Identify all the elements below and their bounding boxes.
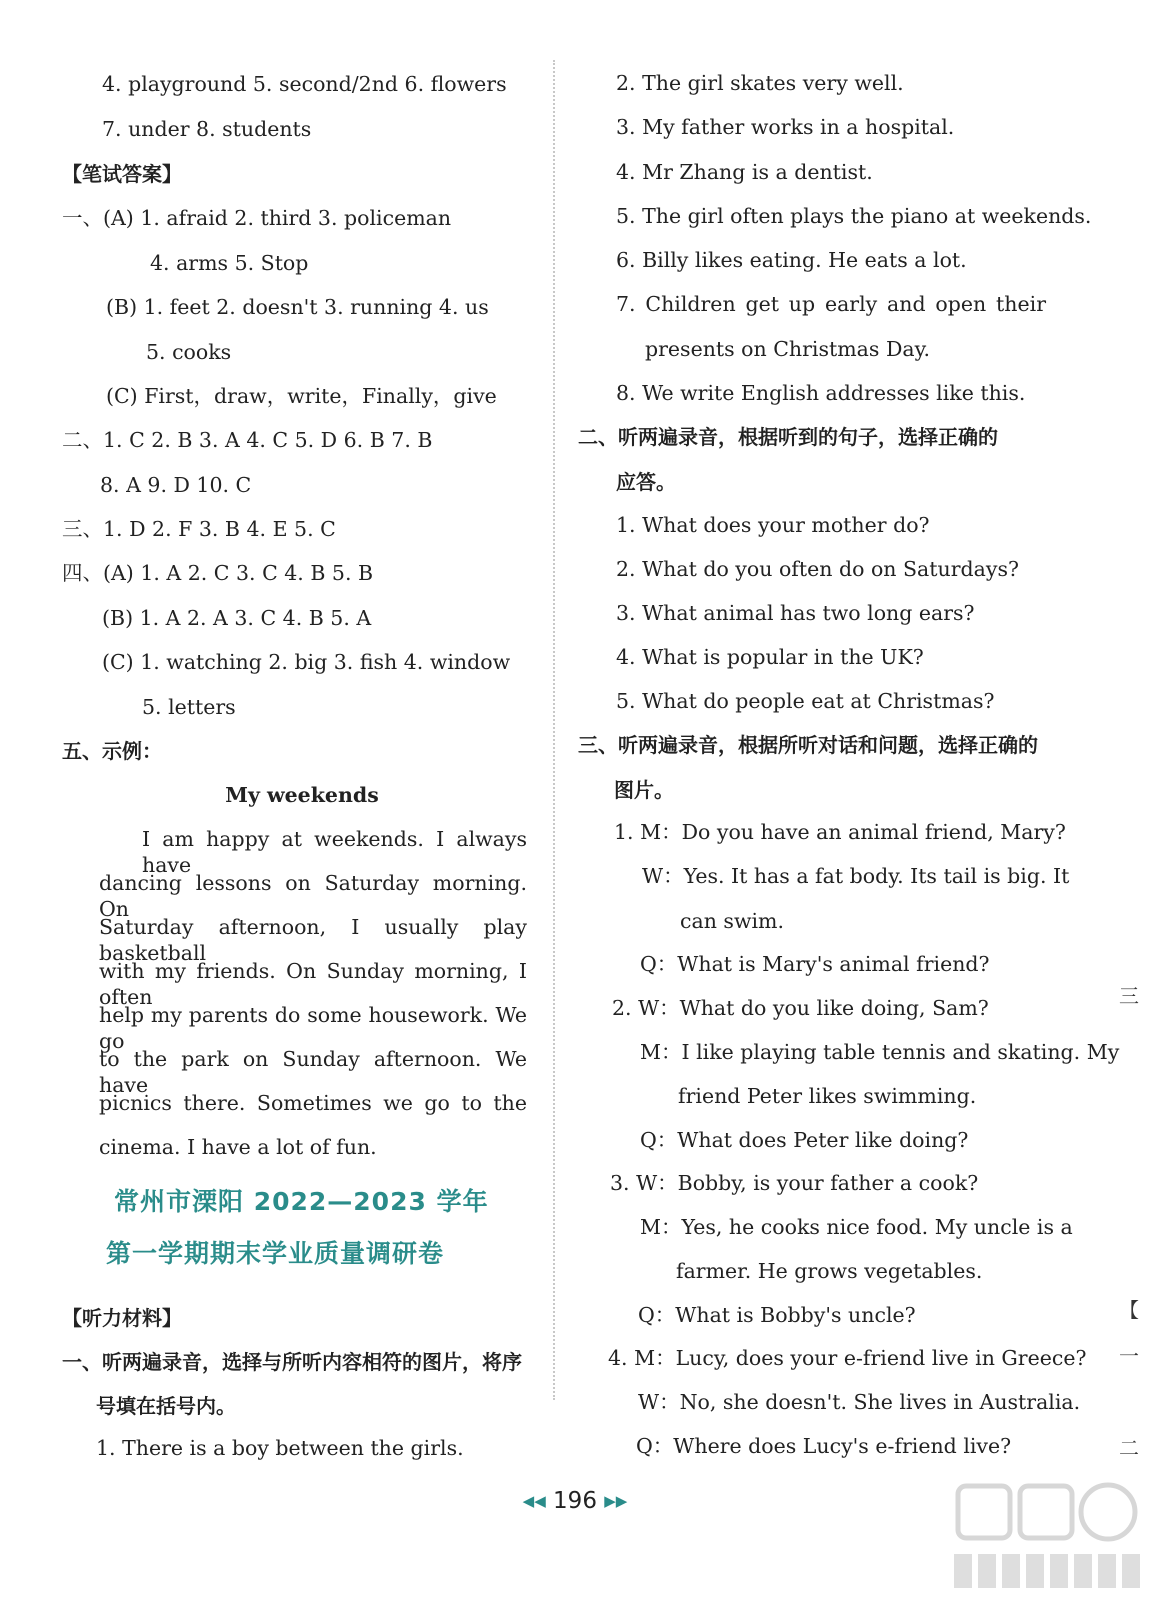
edge-glyph: 三 (1119, 984, 1139, 1008)
listening-line: 1. What does your mother do? (616, 513, 930, 537)
double-right-arrow-icon: ▶▶ (604, 1492, 628, 1510)
instruction-line: 应答。 (616, 470, 676, 494)
listening-line: 3. My father works in a hospital. (616, 115, 955, 139)
listening-line: 4. Mr Zhang is a dentist. (616, 160, 873, 184)
edge-glyph: 二 (1119, 1436, 1139, 1460)
exam-title-line-2: 第一学期期末学业质量调研卷 (106, 1239, 445, 1268)
dialogue-line: Q：What does Peter like doing? (640, 1128, 969, 1152)
answer-line: 4. playground 5. second/2nd 6. flowers (102, 72, 507, 96)
dialogue-line: M：Yes, he cooks nice food. My uncle is a (640, 1215, 1073, 1239)
dialogue-line: friend Peter likes swimming. (678, 1084, 977, 1108)
answer-line: 5. cooks (146, 340, 232, 364)
dialogue-line: 2. W：What do you like doing, Sam? (612, 996, 989, 1020)
answer-line: 8. A 9. D 10. C (100, 473, 252, 497)
answer-line: 二、1. C 2. B 3. A 4. C 5. D 6. B 7. B (62, 428, 433, 452)
edge-glyph: 一 (1119, 1344, 1139, 1368)
dialogue-line: W：Yes. It has a fat body. Its tail is big. It (642, 864, 1070, 888)
answer-line: (C) 1. watching 2. big 3. fish 4. window (102, 650, 511, 674)
answer-line: 4. arms 5. Stop (150, 251, 309, 275)
dialogue-line: Q：What is Mary's animal friend? (640, 952, 990, 976)
page-number: 196 (553, 1488, 597, 1514)
edge-glyph: 【 (1119, 1298, 1139, 1322)
listening-line: 7. Children get up early and open their (616, 292, 1046, 316)
column-divider (553, 60, 555, 1400)
dialogue-line: can swim. (680, 909, 785, 933)
listening-line: 8. We write English addresses like this. (616, 381, 1026, 405)
listening-line: 1. There is a boy between the girls. (96, 1436, 464, 1460)
double-left-arrow-icon: ◀◀ (522, 1492, 546, 1510)
instruction-line: 二、听两遍录音，根据听到的句子，选择正确的 (578, 425, 998, 449)
dialogue-line: 4. M：Lucy, does your e-friend live in Greece? (608, 1346, 1087, 1370)
instruction-line: 三、听两遍录音，根据所听对话和问题，选择正确的 (578, 733, 1038, 757)
listening-line: presents on Christmas Day. (645, 337, 930, 361)
answer-line: (B) 1. feet 2. doesn't 3. running 4. us (106, 295, 489, 319)
watermark-logo-icon (950, 1478, 1145, 1596)
instruction-line: 号填在括号内。 (96, 1394, 236, 1418)
answer-line: (B) 1. A 2. A 3. C 4. B 5. A (102, 606, 372, 630)
essay-line: Saturday afternoon, I usually play basketball (99, 915, 527, 965)
answer-line: 三、1. D 2. F 3. B 4. E 5. C (62, 517, 336, 541)
answer-line: 7. under 8. students (102, 117, 312, 141)
listening-line: 2. The girl skates very well. (616, 71, 904, 95)
example-label: 五、示例： (62, 739, 162, 763)
essay-line: picnics there. Sometimes we go to the (99, 1091, 527, 1115)
dialogue-line: 3. W：Bobby, is your father a cook? (610, 1171, 979, 1195)
answer-line: 四、(A) 1. A 2. C 3. C 4. B 5. B (62, 561, 374, 585)
dialogue-line: 1. M：Do you have an animal friend, Mary? (614, 820, 1066, 844)
essay-line: help my parents do some housework. We go (99, 1003, 527, 1053)
essay-line: to the park on Sunday afternoon. We have (99, 1047, 527, 1097)
essay-line: dancing lessons on Saturday morning. On (99, 871, 527, 921)
dialogue-line: Q：What is Bobby's uncle? (638, 1303, 916, 1327)
essay-line: with my friends. On Sunday morning, I often (99, 959, 527, 1009)
answer-line: (C) First，draw，write，Finally，give (106, 384, 497, 408)
dialogue-line: farmer. He grows vegetables. (676, 1259, 983, 1283)
section-heading-written: 【笔试答案】 (62, 162, 182, 186)
essay-line: cinema. I have a lot of fun. (99, 1135, 377, 1159)
instruction-line: 图片。 (614, 778, 674, 802)
listening-line: 5. The girl often plays the piano at weekends. (616, 204, 1092, 228)
dialogue-line: Q：Where does Lucy's e-friend live? (636, 1434, 1012, 1458)
listening-line: 2. What do you often do on Saturdays? (616, 557, 1019, 581)
essay-line: I am happy at weekends. I always have (142, 827, 527, 877)
instruction-line: 一、听两遍录音，选择与所听内容相符的图片，将序 (62, 1350, 522, 1374)
listening-line: 5. What do people eat at Christmas? (616, 689, 995, 713)
exam-title-line-1: 常州市溧阳 2022—2023 学年 (114, 1187, 489, 1216)
section-heading-listening: 【听力材料】 (62, 1306, 182, 1330)
dialogue-line: W：No, she doesn't. She lives in Australia. (638, 1390, 1081, 1414)
listening-line: 6. Billy likes eating. He eats a lot. (616, 248, 967, 272)
answer-line: 5. letters (142, 695, 236, 719)
listening-line: 4. What is popular in the UK? (616, 645, 924, 669)
listening-line: 3. What animal has two long ears? (616, 601, 975, 625)
essay-title: My weekends (225, 783, 379, 807)
dialogue-line: M：I like playing table tennis and skating. My (640, 1040, 1120, 1064)
answer-line: 一、(A) 1. afraid 2. third 3. policeman (62, 206, 452, 230)
